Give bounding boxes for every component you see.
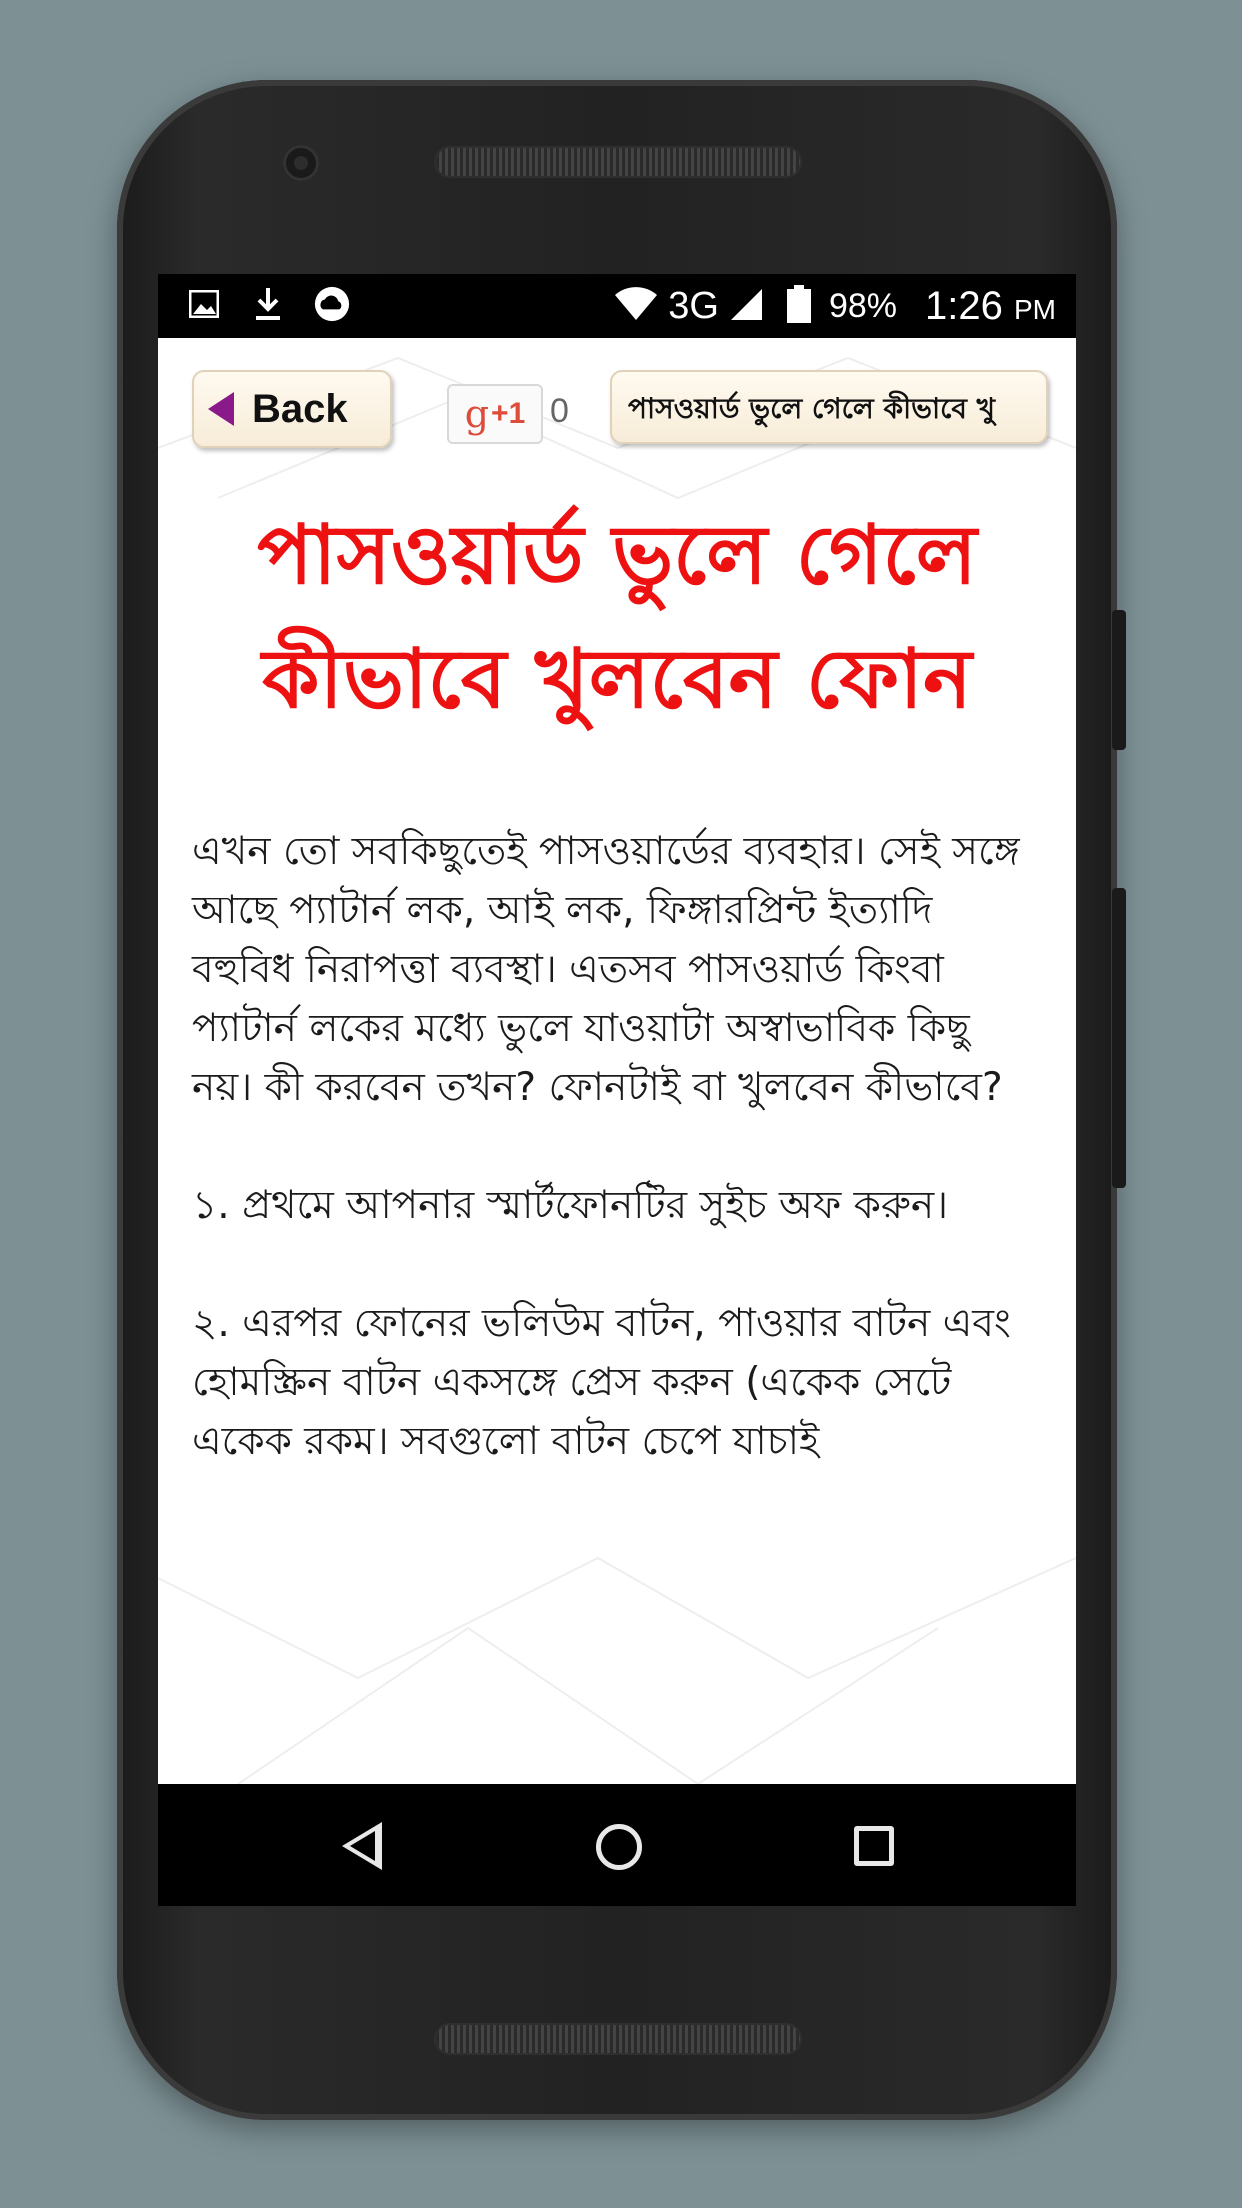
battery-percent: 98%	[828, 286, 898, 325]
article-paragraph: এখন তো সবকিছুতেই পাসওয়ার্ডের ব্যবহার। সেই সঙ্গে আছে প্যাটার্ন লক, আই লক, ফিঙ্গারপ্রিন্ট ইত্যাদি বহুবিধ নিরাপত্তা ব্যবস্থা। এতসব পাসওয়ার্ড কিংবা প্যাটার্ন লকের মধ্যে ভুলে যাওয়াটা অস্বাভাবিক কিছু নয়। কী করবেন তখন? ফোনটাই বা খুলবেন কীভাবে?	[192, 829, 1020, 1110]
navigation-bar	[158, 1784, 1076, 1906]
status-bar	[158, 274, 1076, 338]
back-button[interactable]	[192, 370, 392, 448]
toolbar	[158, 338, 1076, 468]
back-button-label: Back	[252, 386, 348, 431]
volume-button	[1112, 610, 1126, 750]
clock	[925, 284, 1056, 329]
article-body	[192, 822, 1042, 1471]
signal-icon	[729, 287, 763, 325]
wifi-icon	[614, 287, 658, 325]
battery-icon	[787, 285, 811, 327]
article-paragraph: ২. এরপর ফোনের ভলিউম বাটন, পাওয়ার বাটন এবং হোমস্ক্রিন বাটন একসঙ্গে প্রেস করুন (একেক সেটে একেক রকম। সবগুলো বাটন চেপে যাচাই	[192, 1301, 1011, 1464]
gplus-label: +1	[491, 397, 526, 430]
image-icon	[186, 286, 222, 322]
network-type: 3G	[668, 284, 719, 327]
clock-ampm: PM	[1014, 293, 1056, 325]
cloud-icon	[314, 286, 350, 322]
clock-time: 1:26	[925, 283, 1003, 328]
nav-home-icon[interactable]	[596, 1824, 642, 1870]
download-icon	[250, 286, 286, 322]
article-paragraph: ১. প্রথমে আপনার স্মার্টফোনটির সুইচ অফ করুন।	[192, 1183, 949, 1228]
nav-back-icon[interactable]	[342, 1822, 382, 1870]
back-arrow-icon	[208, 392, 234, 426]
top-speaker	[436, 148, 800, 176]
article-title-button[interactable]: পাসওয়ার্ড ভুলে গেলে কীভাবে খু	[610, 370, 1048, 444]
google-plus-one-button[interactable]: g +1	[447, 384, 543, 444]
front-camera	[283, 145, 319, 181]
power-button	[1112, 888, 1126, 1188]
gplus-count: 0	[550, 392, 569, 430]
article	[158, 474, 1076, 1624]
article-heading: পাসওয়ার্ড ভুলে গেলে কীভাবে খুলবেন ফোন	[257, 508, 977, 727]
bottom-speaker	[436, 2025, 800, 2053]
nav-recents-icon[interactable]	[854, 1826, 894, 1866]
screen	[158, 274, 1076, 1906]
